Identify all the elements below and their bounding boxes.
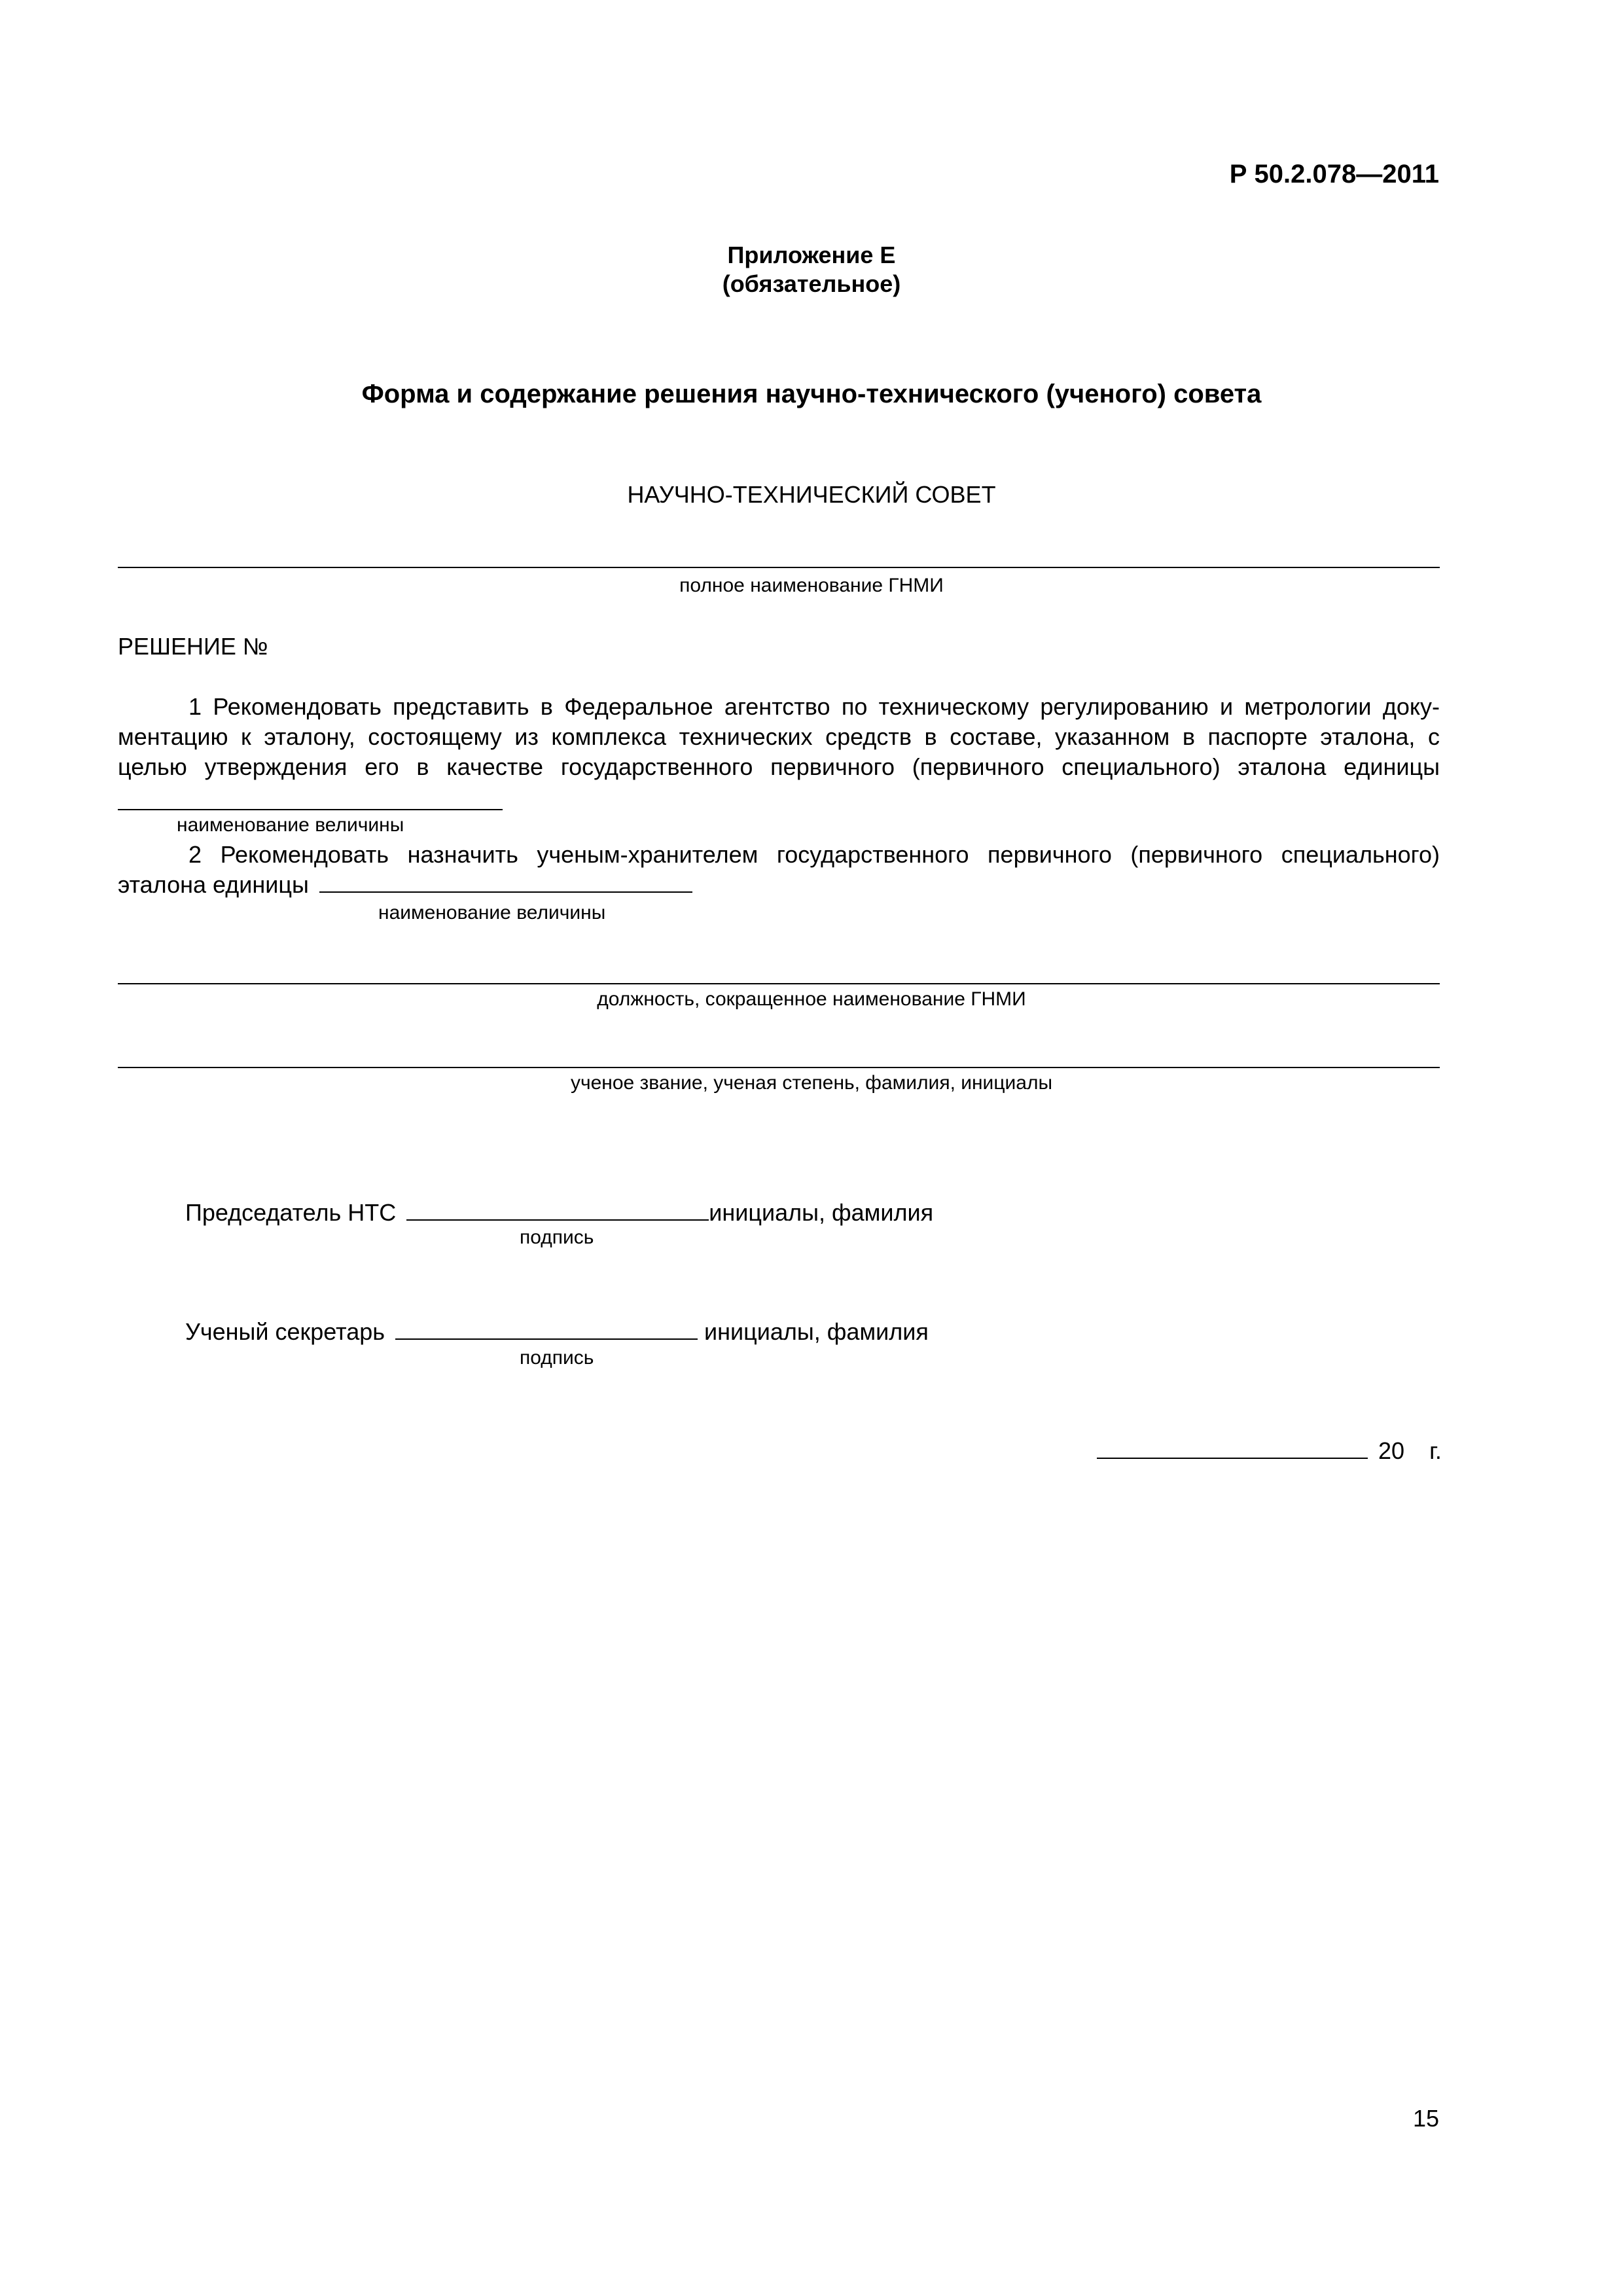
- academic-line: [118, 1067, 1440, 1068]
- secretary-signature-caption: подпись: [520, 1347, 594, 1369]
- quantity-name-caption-1: наименование величины: [177, 814, 404, 836]
- chairman-signature-caption: подпись: [520, 1227, 594, 1248]
- item1-text: [118, 692, 1440, 782]
- standard-number: Р 50.2.078—2011: [1229, 160, 1439, 188]
- secretary-signature-line: [395, 1319, 698, 1340]
- academic-caption: ученое звание, ученая степень, фамилия, инициалы: [570, 1072, 1053, 1094]
- gnmi-name-caption: полное наименование ГНМИ: [679, 575, 944, 596]
- position-line: [118, 983, 1440, 984]
- date-year-prefix: 20: [1378, 1437, 1405, 1464]
- item2-line1: 2 Рекомендовать назначить ученым-хранителем государственного первичного (первичного специального): [188, 841, 1440, 868]
- quantity-name-caption-2: наименование величины: [378, 902, 606, 924]
- quantity-name-field: [319, 872, 692, 893]
- item1-line1: 1 Рекомендовать представить в Федеральное агентство по техническому регулированию и метрологии доку-: [188, 693, 1440, 720]
- form-title: Форма и содержание решения научно-технического (ученого) совета: [361, 380, 1262, 408]
- date-row: [1097, 1436, 1442, 1466]
- appendix-title: Приложение Е: [727, 242, 896, 268]
- item2-line2-wrap: [118, 870, 692, 900]
- item2-line2: эталона единицы: [118, 871, 309, 898]
- chairman-signature-line: [406, 1200, 709, 1221]
- item2-line1-wrap: [118, 840, 1440, 870]
- chairman-label: Председатель НТС: [185, 1199, 397, 1226]
- decision-label: РЕШЕНИЕ №: [118, 633, 268, 660]
- gnmi-name-line: [118, 567, 1440, 568]
- date-year-suffix: г.: [1429, 1437, 1442, 1464]
- chairman-suffix: инициалы, фамилия: [709, 1199, 934, 1226]
- secretary-label: Ученый секретарь: [185, 1318, 385, 1345]
- page-number: 15: [1412, 2105, 1439, 2132]
- council-heading: НАУЧНО-ТЕХНИЧЕСКИЙ СОВЕТ: [627, 481, 996, 508]
- secretary-suffix: инициалы, фамилия: [704, 1318, 929, 1345]
- secretary-row: [185, 1317, 929, 1347]
- chairman-row: [185, 1198, 933, 1228]
- item1-line2: ментацию к эталону, состоящему из комплекса технических средств в составе, указанном в паспорте эталона, с: [118, 723, 1440, 750]
- position-caption: должность, сокращенное наименование ГНМИ: [597, 988, 1026, 1010]
- quantity-name-line-1: [118, 809, 503, 810]
- appendix-status: (обязательное): [722, 270, 901, 297]
- item1-line3: целью утверждения его в качестве государственного первичного (первичного специального) эталона единицы: [118, 753, 1440, 780]
- date-line: [1097, 1438, 1368, 1459]
